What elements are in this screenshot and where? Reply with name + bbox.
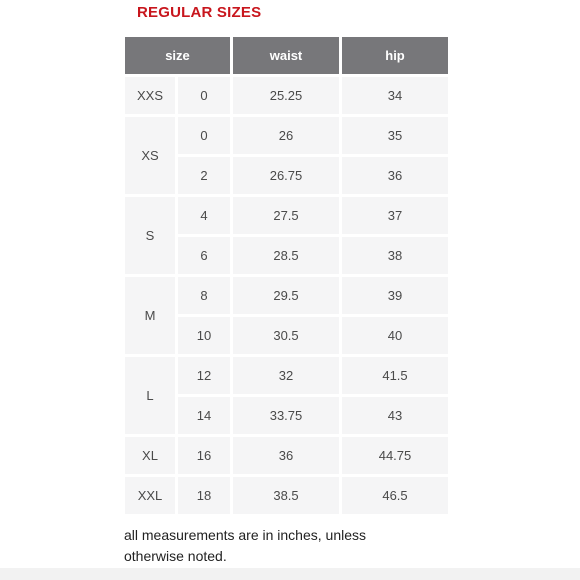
size-number-cell: 2 [178, 157, 230, 194]
table-header-row [125, 37, 448, 74]
size-number-cell: 18 [178, 477, 230, 514]
size-label-cell: L [125, 357, 175, 434]
table-row [125, 197, 448, 234]
hip-cell: 35 [342, 117, 448, 154]
size-number-cell: 12 [178, 357, 230, 394]
page-title: REGULAR SIZES [137, 4, 262, 21]
hip-cell: 37 [342, 197, 448, 234]
hip-cell: 41.5 [342, 357, 448, 394]
waist-cell: 28.5 [233, 237, 339, 274]
hip-cell: 39 [342, 277, 448, 314]
size-label-cell: XXS [125, 77, 175, 114]
hip-cell: 43 [342, 397, 448, 434]
size-number-cell: 8 [178, 277, 230, 314]
size-label-cell: M [125, 277, 175, 354]
table-row [125, 117, 448, 154]
waist-cell: 26 [233, 117, 339, 154]
size-number-cell: 10 [178, 317, 230, 354]
waist-cell: 26.75 [233, 157, 339, 194]
size-number-cell: 4 [178, 197, 230, 234]
size-label-cell: S [125, 197, 175, 274]
measurement-note: all measurements are in inches, unless otherwise noted. [124, 527, 367, 564]
table-row [125, 477, 448, 514]
size-number-cell: 14 [178, 397, 230, 434]
hip-cell: 38 [342, 237, 448, 274]
waist-cell: 30.5 [233, 317, 339, 354]
hip-cell: 40 [342, 317, 448, 354]
size-number-cell: 0 [178, 77, 230, 114]
waist-cell: 36 [233, 437, 339, 474]
hip-cell: 34 [342, 77, 448, 114]
hip-cell: 44.75 [342, 437, 448, 474]
size-label-cell: XS [125, 117, 175, 194]
size-label-cell: XL [125, 437, 175, 474]
waist-cell: 25.25 [233, 77, 339, 114]
waist-cell: 29.5 [233, 277, 339, 314]
header-size: size [125, 37, 230, 74]
size-number-cell: 0 [178, 117, 230, 154]
table-row [125, 437, 448, 474]
hip-cell: 46.5 [342, 477, 448, 514]
waist-cell: 32 [233, 357, 339, 394]
size-label-cell: XXL [125, 477, 175, 514]
table-row [125, 357, 448, 394]
table-row [125, 277, 448, 314]
size-chart-table [122, 34, 451, 517]
hip-cell: 36 [342, 157, 448, 194]
size-number-cell: 16 [178, 437, 230, 474]
waist-cell: 33.75 [233, 397, 339, 434]
table-row [125, 77, 448, 114]
waist-cell: 27.5 [233, 197, 339, 234]
header-waist: waist [233, 37, 339, 74]
header-hip: hip [342, 37, 448, 74]
waist-cell: 38.5 [233, 477, 339, 514]
size-number-cell: 6 [178, 237, 230, 274]
bottom-divider [0, 568, 580, 580]
